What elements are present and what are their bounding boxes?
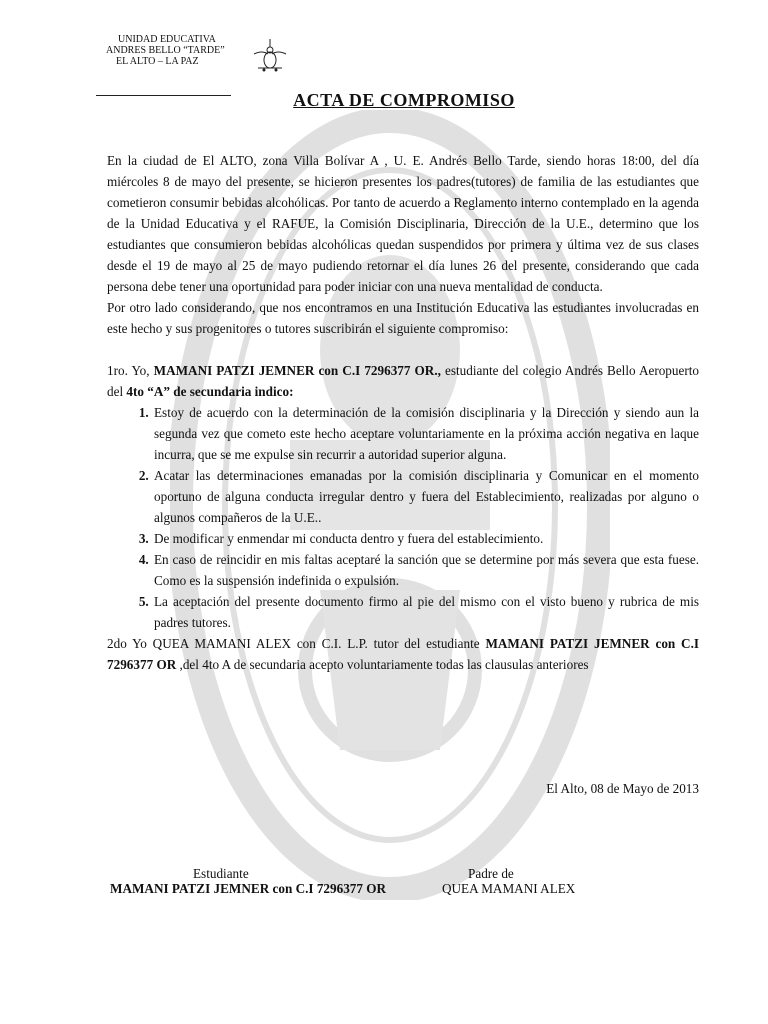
seal-icon [252, 38, 288, 72]
student-signature-name: MAMANI PATZI JEMNER con C.I 7296377 OR [110, 881, 387, 896]
list-item: 3. De modificar y enmendar mi conducta dentro y fuera del establecimiento. [152, 528, 699, 549]
parent-signature-label: Padre de [468, 866, 514, 881]
list-item: 2. Acatar las determinaciones emanadas por la comisión disciplinaria y Comunicar en el momento oportuno de alguna conducta irregular dentro y fuera del Establecimiento, realizadas por alguno o algunos compañeros de la U.E.. [152, 465, 699, 528]
document-title: ACTA DE COMPROMISO [293, 90, 515, 110]
intro-paragraph: En la ciudad de El ALTO, zona Villa Bolívar A , U. E. Andrés Bello Tarde, siendo horas 18:00, del día miércoles 8 de mayo del presente, se hicieron presentes los padres(tutores) de familia de las estudiantes que cometieron consumir bebidas alcohólicas. Por tanto de acuerdo a Reglamento interno contemplado en la agenda de la Unidad Educativa y el RAFUE, la Comisión Disciplinaria, Dirección de la U.E., determino que los estudiantes que consumieron bebidas alcohólicas quedan suspendidos por primera y última vez de sus clases desde el 19 de mayo al 25 de mayo pudiendo retornar el día lunes 26 del presente, considerando que cada persona debe tener una oportunidad para poder iniciar con una nueva mentalidad de conducta. [107, 153, 699, 294]
header-line-2: ANDRES BELLO “TARDE” [106, 45, 225, 56]
list-item: 5. La aceptación del presente documento firmo al pie del mismo con el visto bueno y rubrica de mis padres tutores. [152, 591, 699, 633]
header-line-3: EL ALTO – LA PAZ [116, 56, 199, 67]
document-body [107, 150, 699, 675]
student-name-2: MAMANI PATZI JEMNER con C.I 7296377 OR [107, 636, 700, 672]
second-commitment: 2do Yo QUEA MAMANI ALEX con C.I. L.P. tutor del estudiante MAMANI PATZI JEMNER con C.I 7296377 OR ,del 4to A de secundaria acepto voluntariamente todas las clausulas anteriores [107, 636, 700, 672]
student-name: MAMANI PATZI JEMNER con C.I 7296377 OR., [153, 363, 441, 378]
document-date: El Alto, 08 de Mayo de 2013 [546, 781, 699, 796]
list-item: 4. En caso de reincidir en mis faltas aceptaré la sanción que se determine por más severa que esta fuese. Como es la suspensión indefinida o expulsión. [152, 549, 699, 591]
intro-paragraph-2: Por otro lado considerando, que nos encontramos en una Institución Educativa las estudiantes involucradas en este hecho y sus progenitores o tutores suscribirán el siguiente compromiso: [107, 300, 699, 336]
header-line-1: UNIDAD EDUCATIVA [118, 34, 216, 45]
parent-signature-name: QUEA MAMANI ALEX [442, 881, 576, 896]
course-label: 4to “A” de secundaria indico: [126, 384, 294, 399]
first-commitment: 1ro. Yo, MAMANI PATZI JEMNER con C.I 7296377 OR., estudiante del colegio Andrés Bello Aeropuerto del 4to “A” de secundaria indico: [107, 363, 699, 399]
commitment-list [107, 402, 699, 633]
student-signature-label: Estudiante [193, 866, 249, 881]
school-header [96, 34, 236, 67]
list-item: 1. Estoy de acuerdo con la determinación de la comisión disciplinaria y la Dirección y siendo aun la segunda vez que cometo este hecho aceptare voluntariamente en la próxima acción negativa en laque incurra, que se me expulse sin recurrir a autoridad superior alguna. [152, 402, 699, 465]
